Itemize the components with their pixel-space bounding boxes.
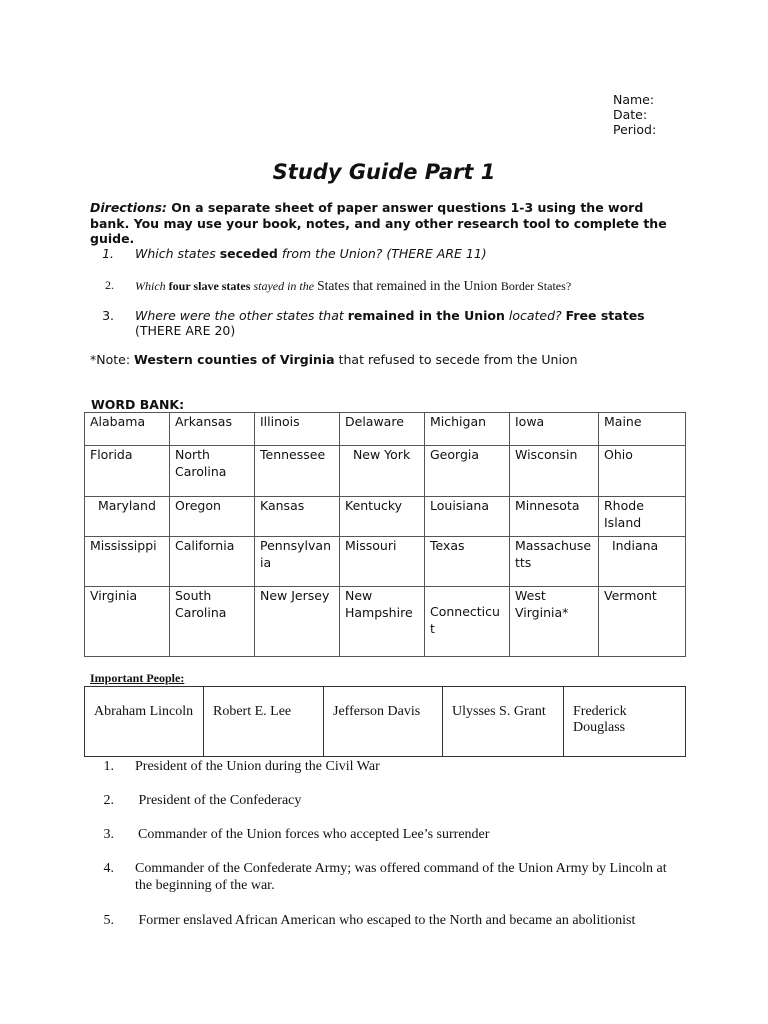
table-cell: California <box>170 537 255 587</box>
directions-lead: Directions: <box>90 200 167 215</box>
table-cell: Maine <box>599 413 686 446</box>
note-bold: Western counties of Virginia <box>134 352 335 367</box>
table-cell: Michigan <box>425 413 510 446</box>
word-bank-title: WORD BANK: <box>91 397 185 412</box>
question-3 <box>90 308 690 340</box>
table-cell: West Virginia* <box>510 587 599 657</box>
question-text: Which four slave states stayed in the States that remained in the Union Border States? <box>135 278 572 293</box>
question-number: 1. <box>102 246 114 261</box>
table-row <box>85 537 686 587</box>
word-bank-table <box>84 412 686 657</box>
table-cell: Florida <box>85 446 170 497</box>
table-cell: Wisconsin <box>510 446 599 497</box>
table-cell: Kentucky <box>340 497 425 537</box>
question-text: Where were the other states that remained in the Union located? Free states (THERE ARE 20) <box>135 308 645 338</box>
important-people-table <box>84 686 686 757</box>
question-number: 3. <box>102 308 114 323</box>
table-cell: Connecticut <box>425 587 510 657</box>
table-row <box>85 687 686 757</box>
table-cell: New Hampshire <box>340 587 425 657</box>
table-row <box>85 446 686 497</box>
people-question-4: 4. Commander of the Confederate Army; was offered command of the Union Army by Lincoln at the beginning of the war. <box>103 861 667 893</box>
table-cell: Maryland <box>85 497 170 537</box>
table-row <box>85 413 686 446</box>
person-cell: Robert E. Lee <box>204 687 324 757</box>
table-cell: Indiana <box>599 537 686 587</box>
people-question-5: 5. Former enslaved African American who escaped to the North and became an abolitionist <box>103 913 636 928</box>
people-question-1: 1. President of the Union during the Civil War <box>103 759 380 774</box>
question-2 <box>90 278 690 294</box>
table-cell: Mississippi <box>85 537 170 587</box>
period-label: Period: <box>613 122 657 137</box>
table-row <box>85 497 686 537</box>
table-cell: Iowa <box>510 413 599 446</box>
directions-text: On a separate sheet of paper answer questions 1-3 using the word bank. You may use your book, notes, and any other research tool to complete the guide. <box>90 200 667 246</box>
table-cell: Massachusetts <box>510 537 599 587</box>
page-title: Study Guide Part 1 <box>272 160 496 184</box>
table-cell: Oregon <box>170 497 255 537</box>
people-question-2: 2. President of the Confederacy <box>103 793 302 808</box>
person-cell: Jefferson Davis <box>324 687 443 757</box>
person-cell: Abraham Lincoln <box>85 687 204 757</box>
table-cell: Tennessee <box>255 446 340 497</box>
table-cell: Alabama <box>85 413 170 446</box>
table-row <box>85 587 686 657</box>
name-label: Name: <box>613 92 655 107</box>
table-cell: Virginia <box>85 587 170 657</box>
table-cell: Vermont <box>599 587 686 657</box>
person-cell: Frederick Douglass <box>564 687 686 757</box>
note: *Note: Western counties of Virginia that refused to secede from the Union <box>90 352 578 367</box>
table-cell: Ohio <box>599 446 686 497</box>
table-cell: Minnesota <box>510 497 599 537</box>
table-cell: Missouri <box>340 537 425 587</box>
question-text: Which states seceded from the Union? (THERE ARE 11) <box>135 246 487 261</box>
people-question-3: 3. Commander of the Union forces who accepted Lee’s surrender <box>103 827 490 842</box>
question-1 <box>90 246 690 262</box>
table-cell: New Jersey <box>255 587 340 657</box>
important-people-title: Important People: <box>90 671 185 685</box>
directions <box>90 200 675 247</box>
person-cell: Ulysses S. Grant <box>443 687 564 757</box>
table-cell: North Carolina <box>170 446 255 497</box>
date-label: Date: <box>613 107 648 122</box>
student-info-header <box>613 92 656 137</box>
table-cell: Pennsylvania <box>255 537 340 587</box>
question-number: 2. <box>105 278 114 292</box>
table-cell: Georgia <box>425 446 510 497</box>
table-cell: New York <box>340 446 425 497</box>
table-cell: Texas <box>425 537 510 587</box>
table-cell: Kansas <box>255 497 340 537</box>
table-cell: Illinois <box>255 413 340 446</box>
table-cell: South Carolina <box>170 587 255 657</box>
table-cell: Louisiana <box>425 497 510 537</box>
table-cell: Rhode Island <box>599 497 686 537</box>
table-cell: Arkansas <box>170 413 255 446</box>
table-cell: Delaware <box>340 413 425 446</box>
